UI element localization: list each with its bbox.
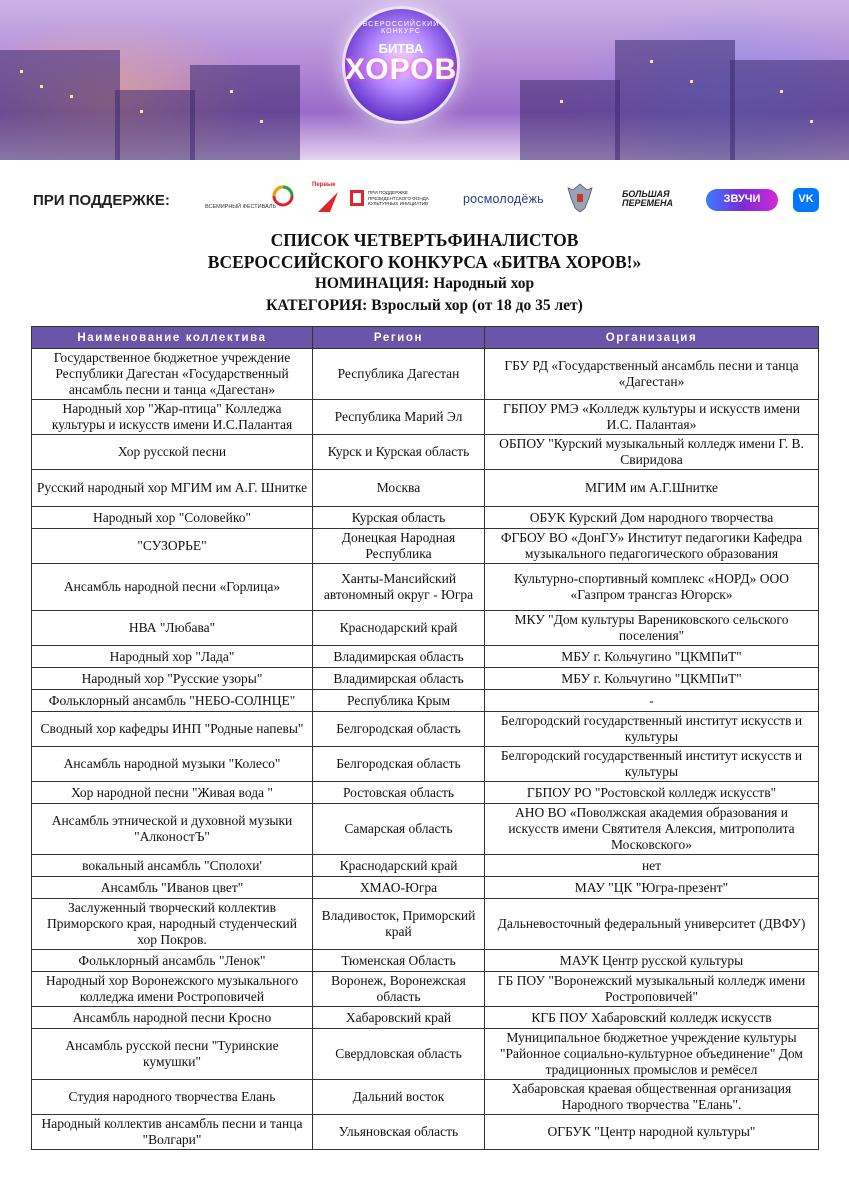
table-row <box>32 646 819 668</box>
cell-collective-name: Ансамбль русской песни "Туринские кумушки" <box>32 1029 313 1080</box>
cell-organization: ОБПОУ "Курский музыкальный колледж имени Г. В. Свиридова <box>485 435 819 470</box>
cell-organization: Муниципальное бюджетное учреждение культуры "Районное социально-культурное объединение" Дом традиционных промыслов и ремёсел <box>485 1029 819 1080</box>
table-row <box>32 529 819 564</box>
zvuchi-logo <box>706 189 778 211</box>
table-row <box>32 435 819 470</box>
cell-region: Ханты-Мансийский автономный округ - Югра <box>313 564 485 611</box>
pfki-logo-text: ПРИ ПОДДЕРЖКЕ ПРЕЗИДЕНТСКОГО ФОНДА КУЛЬТУРНЫХ ИНИЦИАТИВ <box>368 190 429 206</box>
cell-collective-name: Фольклорный ансамбль "НЕБО-СОЛНЦЕ" <box>32 690 313 712</box>
festival-logo-text: ВСЕМИРНЫЙ ФЕСТИВАЛЬ <box>205 204 277 210</box>
cell-region: Москва <box>313 470 485 507</box>
cell-region: Владимирская область <box>313 646 485 668</box>
rosmolodezh-logo: росмолодёжь <box>463 192 544 206</box>
logo-ring-text: ВСЕРОССИЙСКИЙ КОНКУРС <box>362 21 440 35</box>
cell-collective-name: НВА "Любава" <box>32 611 313 646</box>
cell-organization: ГБПОУ РО "Ростовской колледж искусств" <box>485 782 819 804</box>
nomination-line <box>0 273 849 295</box>
cell-region: Тюменская Область <box>313 950 485 972</box>
cell-collective-name: Ансамбль народной музыки "Колесо" <box>32 747 313 782</box>
bolshaya-peremena-text: БОЛЬШАЯ ПЕРЕМЕНА <box>622 189 673 208</box>
cell-collective-name: Фольклорный ансамбль "Ленок" <box>32 950 313 972</box>
cell-organization: ГБУ РД «Государственный ансамбль песни и танца «Дагестан» <box>485 349 819 400</box>
table-row <box>32 972 819 1007</box>
cell-organization: Культурно-спортивный комплекс «НОРД» ООО «Газпром трансгаз Югорск» <box>485 564 819 611</box>
column-header-name: Наименование коллектива <box>32 327 313 349</box>
logo-main-text: ХОРОВ <box>345 53 458 86</box>
vk-logo-text: VK <box>798 193 814 205</box>
cell-collective-name: Заслуженный творческий коллектив Приморского края, народный студенческий хор Покров. <box>32 899 313 950</box>
cell-organization: Хабаровская краевая общественная организация Народного творчества "Елань". <box>485 1080 819 1115</box>
cell-region: Владимирская область <box>313 668 485 690</box>
cell-collective-name: Народный хор "Жар-птица" Колледжа культуры и искусств имени И.С.Палантая <box>32 400 313 435</box>
cell-region: Ульяновская область <box>313 1115 485 1150</box>
banner-building <box>520 80 620 160</box>
category-value: Взрослый хор (от 18 до 35 лет) <box>371 297 583 314</box>
pervye-logo-text: Первые <box>312 182 336 188</box>
cell-collective-name: Хор русской песни <box>32 435 313 470</box>
cell-collective-name: вокальный ансамбль "Сполохи' <box>32 855 313 877</box>
cell-region: Дальний восток <box>313 1080 485 1115</box>
cell-collective-name: Народный хор "Русские узоры" <box>32 668 313 690</box>
cell-collective-name: Сводный хор кафедры ИНП "Родные напевы" <box>32 712 313 747</box>
table-row <box>32 855 819 877</box>
cell-organization: ОГБУК "Центр народной культуры" <box>485 1115 819 1150</box>
bolshaya-peremena-logo <box>622 186 694 212</box>
nomination-value: Народный хор <box>433 275 535 292</box>
cell-region: ХМАО-Югра <box>313 877 485 899</box>
table-row <box>32 1007 819 1029</box>
table-row <box>32 349 819 400</box>
table-row <box>32 782 819 804</box>
cell-collective-name: Народный хор "Лада" <box>32 646 313 668</box>
title-line-2: ВСЕРОССИЙСКОГО КОНКУРСА «БИТВА ХОРОВ!» <box>207 252 642 272</box>
logo-top-text: БИТВА <box>378 41 424 56</box>
cell-region: Воронеж, Воронежская область <box>313 972 485 1007</box>
category-line <box>0 295 849 317</box>
contest-logo <box>342 6 460 124</box>
table-row <box>32 1080 819 1115</box>
finalists-table <box>31 326 819 1150</box>
column-header-organization: Организация <box>485 327 819 349</box>
cell-region: Краснодарский край <box>313 611 485 646</box>
banner-building <box>730 60 849 160</box>
cell-collective-name: Ансамбль народной песни «Горлица» <box>32 564 313 611</box>
table-row <box>32 564 819 611</box>
zvuchi-logo-text: ЗВУЧИ <box>723 193 761 205</box>
cell-collective-name: Ансамбль народной песни Кросно <box>32 1007 313 1029</box>
cell-region: Республика Дагестан <box>313 349 485 400</box>
table-row <box>32 747 819 782</box>
table-row <box>32 804 819 855</box>
banner-building <box>615 40 735 160</box>
cell-region: Курск и Курская область <box>313 435 485 470</box>
cell-organization: Дальневосточный федеральный университет (ДВФУ) <box>485 899 819 950</box>
cell-collective-name: Народный коллектив ансамбль песни и танца "Волгари" <box>32 1115 313 1150</box>
column-header-region: Регион <box>313 327 485 349</box>
cell-region: Хабаровский край <box>313 1007 485 1029</box>
cell-organization: нет <box>485 855 819 877</box>
banner-building <box>0 50 120 160</box>
cell-collective-name: Государственное бюджетное учреждение Республики Дагестан «Государственный ансамбль песни и танца «Дагестан» <box>32 349 313 400</box>
nomination-label: НОМИНАЦИЯ: <box>314 275 430 292</box>
pfki-logo <box>350 188 440 210</box>
cell-region: Республика Марий Эл <box>313 400 485 435</box>
pfki-icon <box>350 190 364 206</box>
banner-building <box>190 65 300 160</box>
cell-region: Республика Крым <box>313 690 485 712</box>
cell-collective-name: "СУЗОРЬЕ" <box>32 529 313 564</box>
cell-collective-name: Студия народного творчества Елань <box>32 1080 313 1115</box>
cell-region: Краснодарский край <box>313 855 485 877</box>
vk-logo <box>793 188 819 212</box>
table-body <box>32 349 819 1150</box>
cell-organization: Белгородский государственный институт искусств и культуры <box>485 747 819 782</box>
cell-organization: МБУ г. Кольчугино "ЦКМПиТ" <box>485 668 819 690</box>
cell-collective-name: Ансамбль "Иванов цвет" <box>32 877 313 899</box>
banner-building <box>115 90 195 160</box>
table-row <box>32 668 819 690</box>
cell-organization: ФГБОУ ВО «ДонГУ» Институт педагогики Кафедра музыкального педагогического образования <box>485 529 819 564</box>
cell-collective-name: Народный хор "Соловейко" <box>32 507 313 529</box>
cell-organization: МКУ "Дом культуры Варениковского сельского поселения" <box>485 611 819 646</box>
sponsors-row <box>0 180 849 222</box>
eagle-emblem-icon <box>567 182 593 214</box>
cell-organization: ГБ ПОУ "Воронежский музыкальный колледж имени Ростроповичей" <box>485 972 819 1007</box>
cell-collective-name: Ансамбль этнической и духовной музыки "АлконостЪ" <box>32 804 313 855</box>
cell-region: Свердловская область <box>313 1029 485 1080</box>
sponsors-label: ПРИ ПОДДЕРЖКЕ: <box>33 192 170 209</box>
table-header-row <box>32 327 819 349</box>
cell-region: Белгородская область <box>313 747 485 782</box>
cell-organization: АНО ВО «Поволжская академия образования и искусств имени Святителя Алексия, митрополита Московского» <box>485 804 819 855</box>
table-row <box>32 400 819 435</box>
table-row <box>32 1029 819 1080</box>
cell-region: Белгородская область <box>313 712 485 747</box>
cell-organization: МАУК Центр русской культуры <box>485 950 819 972</box>
category-label: КАТЕГОРИЯ: <box>266 297 368 314</box>
table-row <box>32 712 819 747</box>
table-row <box>32 1115 819 1150</box>
cell-collective-name: Народный хор Воронежского музыкального колледжа имени Ростроповичей <box>32 972 313 1007</box>
title-line-1: СПИСОК ЧЕТВЕРТЬФИНАЛИСТОВ <box>270 230 579 250</box>
cell-region: Владивосток, Приморский край <box>313 899 485 950</box>
cell-region: Самарская область <box>313 804 485 855</box>
festival-logo <box>205 184 297 214</box>
cell-collective-name: Хор народной песни "Живая вода " <box>32 782 313 804</box>
cell-organization: - <box>485 690 819 712</box>
cell-organization: МАУ "ЦК "Югра-презент" <box>485 877 819 899</box>
cell-organization: МБУ г. Кольчугино "ЦКМПиТ" <box>485 646 819 668</box>
table-row <box>32 507 819 529</box>
cell-organization: КГБ ПОУ Хабаровский колледж искусств <box>485 1007 819 1029</box>
cell-organization: МГИМ им А.Г.Шнитке <box>485 470 819 507</box>
coat-of-arms-logo <box>567 182 593 214</box>
cell-organization: ГБПОУ РМЭ «Колледж культуры и искусств имени И.С. Палантая» <box>485 400 819 435</box>
pervye-logo <box>312 182 342 216</box>
cell-region: Донецкая Народная Республика <box>313 529 485 564</box>
cell-organization: Белгородский государственный институт искусств и культуры <box>485 712 819 747</box>
cell-organization: ОБУК Курский Дом народного творчества <box>485 507 819 529</box>
table-row <box>32 470 819 507</box>
table-row <box>32 611 819 646</box>
table-row <box>32 899 819 950</box>
pervye-star-icon <box>312 182 342 216</box>
table-row <box>32 690 819 712</box>
table-row <box>32 950 819 972</box>
table-row <box>32 877 819 899</box>
cell-region: Курская область <box>313 507 485 529</box>
cell-collective-name: Русский народный хор МГИМ им А.Г. Шнитке <box>32 470 313 507</box>
header-banner <box>0 0 849 160</box>
cell-region: Ростовская область <box>313 782 485 804</box>
document-title-block <box>0 229 849 317</box>
